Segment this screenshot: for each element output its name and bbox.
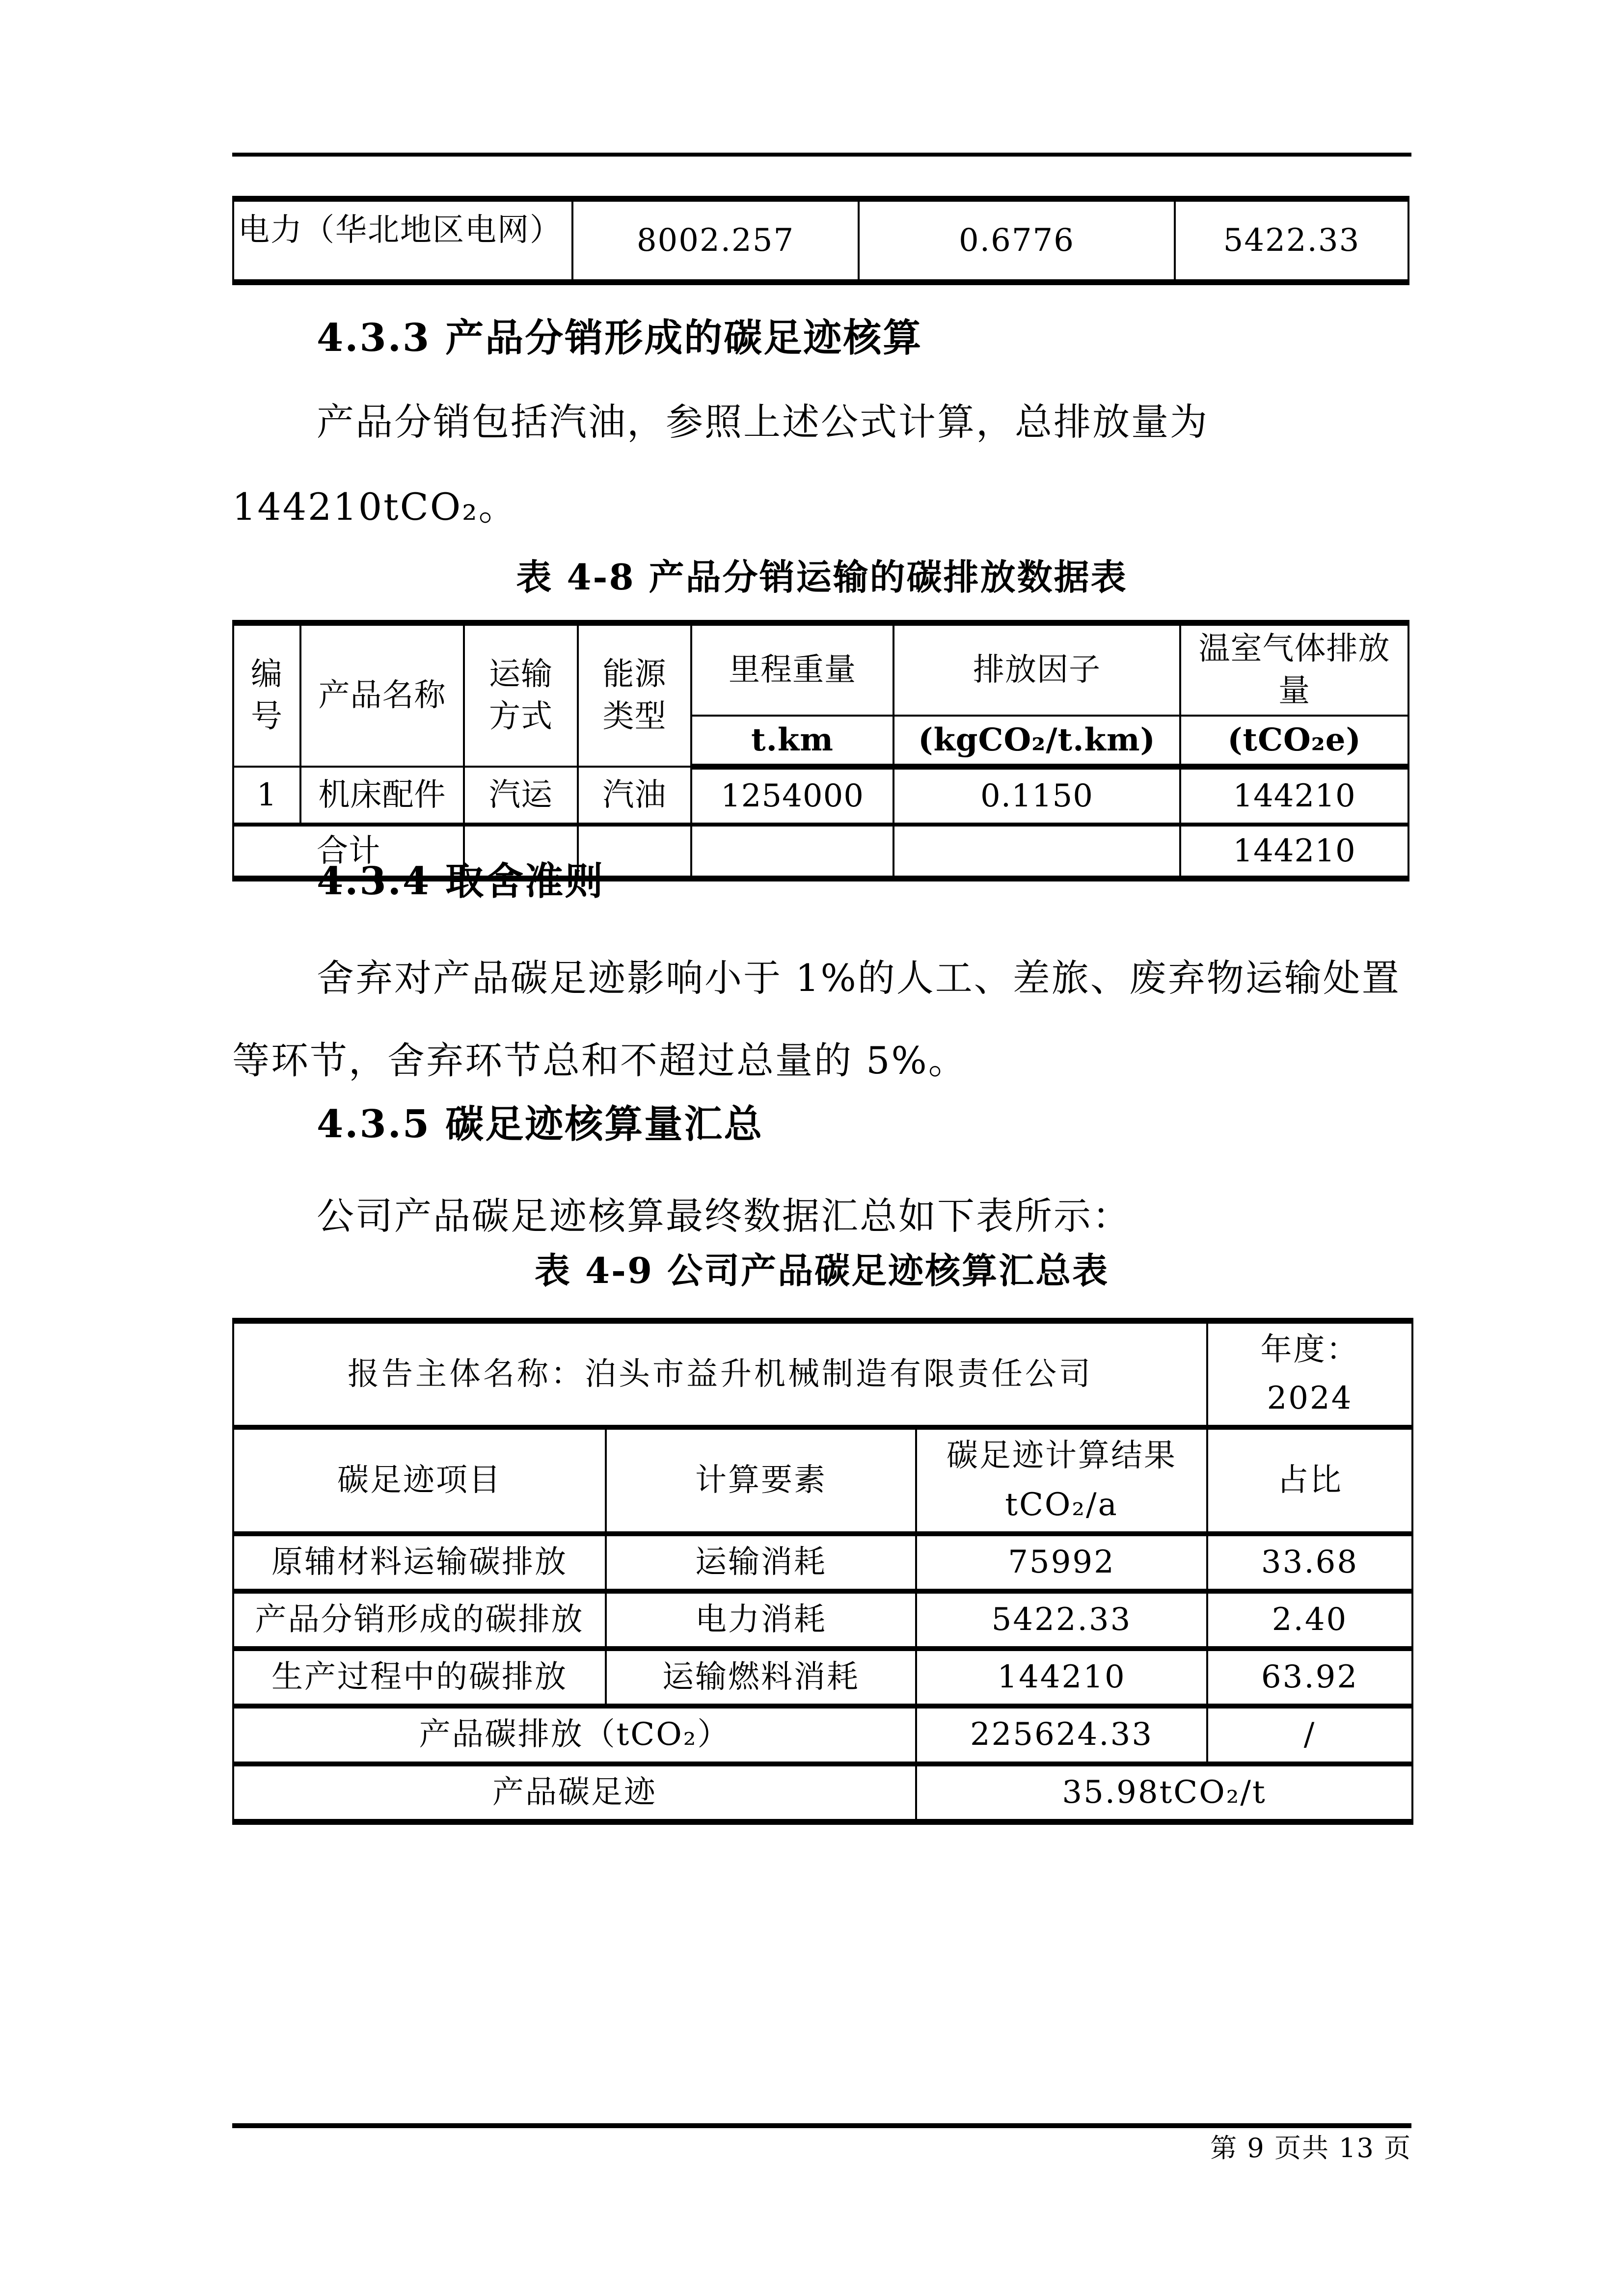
year-value: 2024 xyxy=(1267,1380,1353,1417)
cell-report-subject: 报告主体名称：泊头市益升机械制造有限责任公司 xyxy=(233,1321,1207,1427)
cell-result: 75992 xyxy=(916,1534,1207,1591)
table-footprint-row xyxy=(233,1764,1412,1822)
cell-empty xyxy=(691,825,893,879)
table-data-row xyxy=(233,1649,1412,1706)
header-cell-index: 编号 xyxy=(233,623,300,767)
header-cell-factor: 排放因子 xyxy=(893,623,1180,716)
header-cell-mileage: 里程重量 xyxy=(691,623,893,716)
cell-element: 运输燃料消耗 xyxy=(606,1649,916,1706)
page-footer-rule xyxy=(232,2123,1411,2128)
cell-index: 1 xyxy=(233,767,300,825)
cell-ghg: 144210 xyxy=(1180,767,1408,825)
table-total-emission-row xyxy=(233,1706,1412,1763)
table-4-9 xyxy=(232,1318,1413,1825)
cell-year xyxy=(1207,1321,1412,1427)
result-header-label: 碳足迹计算结果 xyxy=(947,1438,1177,1474)
table-subject-row xyxy=(233,1321,1412,1427)
cell-ratio: 63.92 xyxy=(1207,1649,1412,1706)
cell-total-value: 144210 xyxy=(1180,825,1408,879)
table-header-row xyxy=(233,623,1408,716)
continued-emission-table xyxy=(232,196,1409,285)
year-label: 年度： xyxy=(1260,1332,1359,1368)
cell-factor: 0.1150 xyxy=(893,767,1180,825)
cell-item: 产品分销形成的碳排放 xyxy=(233,1591,606,1649)
cell-element: 运输消耗 xyxy=(606,1534,916,1591)
cell-result: 5422.33 xyxy=(916,1591,1207,1649)
section-heading-4-3-4: 4.3.4 取舍准则 xyxy=(317,859,605,904)
cell-item: 原辅材料运输碳排放 xyxy=(233,1534,606,1591)
header-cell-transport: 运输方式 xyxy=(464,623,578,767)
unit-cell-ghg: (tCO₂e) xyxy=(1180,716,1408,767)
cell-item: 生产过程中的碳排放 xyxy=(233,1649,606,1706)
cell-ratio: 33.68 xyxy=(1207,1534,1412,1591)
page-header-rule xyxy=(232,153,1411,157)
paragraph-line: 舍弃对产品碳足迹影响小于 1%的人工、差旅、废弃物运输处置 xyxy=(317,956,1401,1000)
header-cell-ghg: 温室气体排放量 xyxy=(1180,623,1408,716)
cell-footprint-label: 产品碳足迹 xyxy=(233,1764,916,1822)
cell-emission-amount: 5422.33 xyxy=(1175,199,1408,282)
paragraph-line: 144210tCO₂。 xyxy=(232,485,517,529)
paragraph-line: 公司产品碳足迹核算最终数据汇总如下表所示： xyxy=(317,1194,1131,1238)
cell-element: 电力消耗 xyxy=(606,1591,916,1649)
cell-mileage: 1254000 xyxy=(691,767,893,825)
header-cell-result xyxy=(916,1427,1207,1533)
header-cell-energy: 能源类型 xyxy=(578,623,691,767)
table-4-8 xyxy=(232,620,1409,881)
cell-ratio: 2.40 xyxy=(1207,1591,1412,1649)
header-cell-element: 计算要素 xyxy=(606,1427,916,1533)
cell-result: 144210 xyxy=(916,1649,1207,1706)
section-heading-4-3-5: 4.3.5 碳足迹核算量汇总 xyxy=(317,1102,764,1147)
cell-footprint-value: 35.98tCO₂/t xyxy=(916,1764,1412,1822)
result-header-unit: tCO₂/a xyxy=(1005,1486,1118,1523)
table-4-8-title: 表 4-8 产品分销运输的碳排放数据表 xyxy=(516,556,1128,598)
table-data-row xyxy=(233,767,1408,825)
cell-total-label: 合计 xyxy=(233,825,464,879)
cell-energy-name: 电力（华北地区电网） xyxy=(233,199,572,282)
unit-cell-factor: (kgCO₂/t.km) xyxy=(893,716,1180,767)
table-data-row xyxy=(233,1534,1412,1591)
paragraph-line: 产品分销包括汽油，参照上述公式计算，总排放量为 xyxy=(317,400,1209,444)
paragraph-line: 等环节，舍弃环节总和不超过总量的 5%。 xyxy=(232,1039,967,1082)
table-data-row xyxy=(233,1591,1412,1649)
cell-empty xyxy=(893,825,1180,879)
header-cell-product: 产品名称 xyxy=(300,623,464,767)
cell-total-emission-ratio: / xyxy=(1207,1706,1412,1763)
header-cell-item: 碳足迹项目 xyxy=(233,1427,606,1533)
cell-product: 机床配件 xyxy=(300,767,464,825)
table-header-row xyxy=(233,1427,1412,1533)
page-number: 第 9 页共 13 页 xyxy=(1210,2133,1411,2163)
cell-total-emission-label: 产品碳排放（tCO₂） xyxy=(233,1706,916,1763)
unit-cell-mileage: t.km xyxy=(691,716,893,767)
section-heading-4-3-3: 4.3.3 产品分销形成的碳足迹核算 xyxy=(317,316,923,360)
cell-transport: 汽运 xyxy=(464,767,578,825)
table-4-9-title: 表 4-9 公司产品碳足迹核算汇总表 xyxy=(534,1250,1110,1291)
cell-energy: 汽油 xyxy=(578,767,691,825)
cell-total-emission-value: 225624.33 xyxy=(916,1706,1207,1763)
header-cell-ratio: 占比 xyxy=(1207,1427,1412,1533)
cell-emission-factor: 0.6776 xyxy=(859,199,1175,282)
cell-activity-value: 8002.257 xyxy=(572,199,859,282)
table-row xyxy=(233,199,1408,282)
